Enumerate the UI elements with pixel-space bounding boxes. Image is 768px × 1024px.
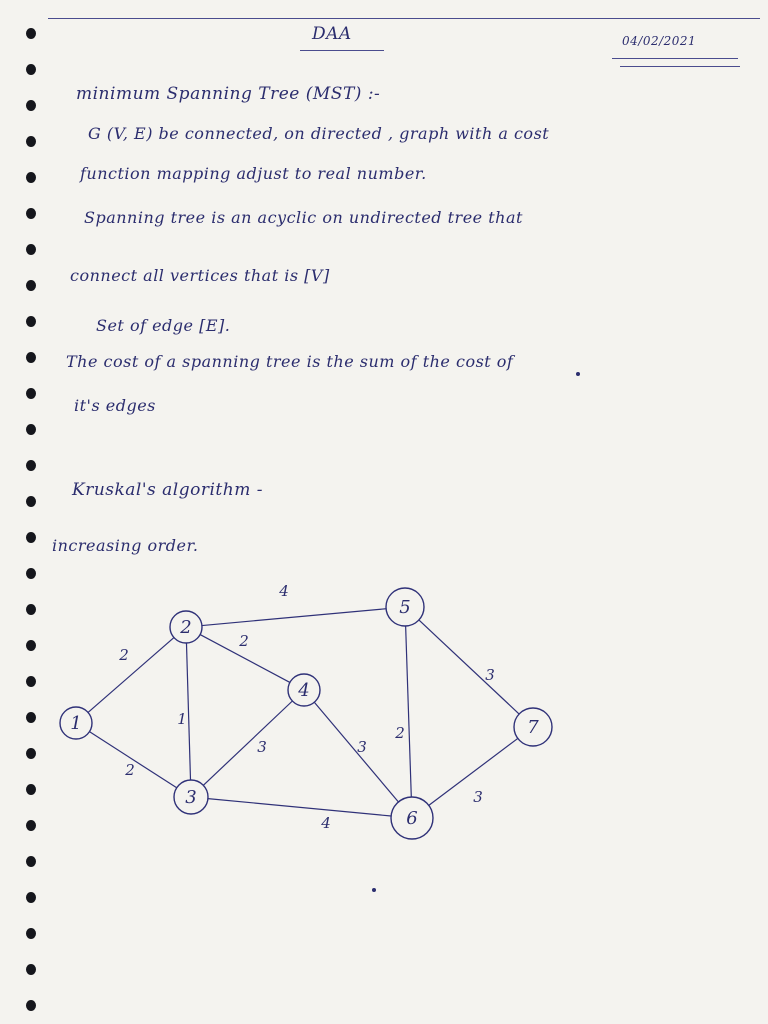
graph-node-label-2: 2 <box>180 617 192 638</box>
mst-heading: minimum Spanning Tree (MST) :- <box>76 84 381 104</box>
note-line-1: G (V, E) be connected, on directed , graph with a cost <box>88 124 550 143</box>
graph-edge-2-5 <box>202 609 386 626</box>
edge-weight-6-7: 3 <box>473 788 483 806</box>
kruskal-heading: Kruskal's algorithm - <box>72 480 263 500</box>
graph-edge-1-3 <box>89 732 176 788</box>
edge-weight-3-4: 3 <box>257 738 267 756</box>
edge-weight-4-6: 3 <box>357 738 367 756</box>
graph-edge-5-6 <box>406 626 412 797</box>
note-line-4: connect all vertices that is [V] <box>70 266 330 285</box>
graph-node-label-7: 7 <box>527 717 539 738</box>
graph-edge-1-2 <box>88 638 174 713</box>
subject-title: DAA <box>312 24 352 44</box>
ink-dot <box>576 372 580 376</box>
note-line-5: Set of edge [E]. <box>96 316 231 335</box>
edge-weight-1-3: 2 <box>125 761 135 779</box>
graph-edge-3-4 <box>203 701 292 785</box>
graph-node-label-6: 6 <box>406 808 418 829</box>
note-line-7: it's edges <box>74 396 156 415</box>
graph-node-label-5: 5 <box>399 597 411 618</box>
ink-dot <box>372 888 376 892</box>
note-line-3: Spanning tree is an acyclic on undirected tree that <box>84 208 523 227</box>
edge-weight-5-7: 3 <box>485 666 495 684</box>
kruskal-note-line-1: increasing order. <box>52 536 199 555</box>
edge-weight-2-4: 2 <box>239 632 249 650</box>
graph-node-label-3: 3 <box>185 787 197 808</box>
graph-node-label-1: 1 <box>70 713 82 734</box>
note-line-6: The cost of a spanning tree is the sum of the cost of <box>66 352 514 371</box>
note-line-2: function mapping adjust to real number. <box>80 164 427 183</box>
date: 04/02/2021 <box>622 34 697 48</box>
graph-node-label-4: 4 <box>298 680 310 701</box>
graph-edge-3-6 <box>208 799 391 816</box>
edge-weight-3-6: 4 <box>321 814 331 832</box>
edge-weight-2-5: 4 <box>279 582 289 600</box>
edge-weight-5-6: 2 <box>395 724 405 742</box>
graph-edges <box>88 609 519 816</box>
edge-weight-1-2: 2 <box>119 646 129 664</box>
graph-edge-5-7 <box>419 620 519 714</box>
graph-edge-2-3 <box>186 643 190 780</box>
edge-weight-2-3: 1 <box>177 710 187 728</box>
